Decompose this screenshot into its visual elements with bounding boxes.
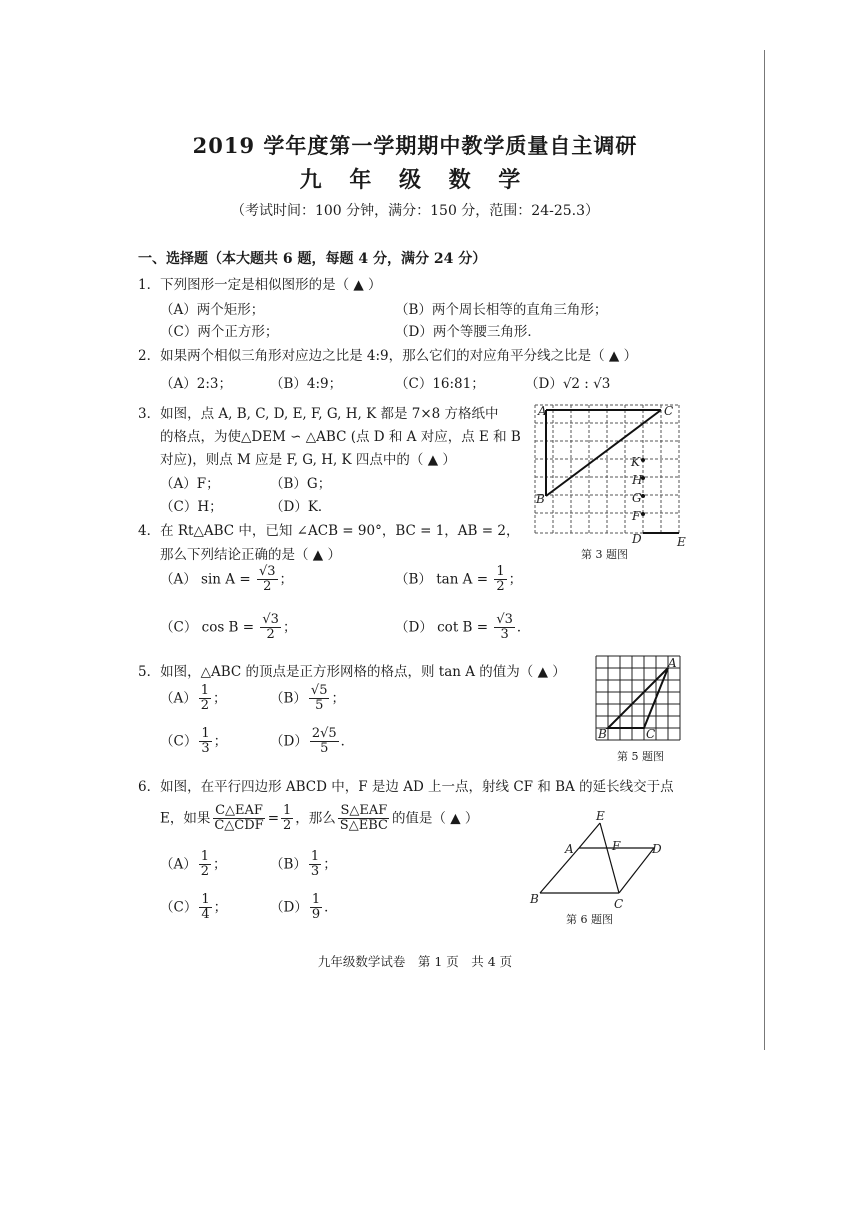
option-fraction: [199, 850, 211, 880]
option-label: （B）: [395, 571, 432, 588]
option-label: （C）: [160, 733, 198, 750]
option-label: （C）: [160, 619, 198, 636]
perimeter-ratio: [212, 804, 265, 834]
question-1-option-b: （B）两个周长相等的直角三角形；: [395, 302, 608, 318]
question-3-option-d: （D）K．: [270, 499, 332, 515]
label-a: A: [668, 656, 677, 670]
option-fraction: [257, 565, 278, 595]
label-d: D: [632, 532, 642, 546]
option-end: ；: [213, 899, 228, 916]
label-d: D: [652, 842, 662, 856]
fraction-denominator: 2: [200, 864, 210, 880]
option-label: （B）: [270, 690, 307, 707]
fraction-numerator: S△EAF: [340, 803, 388, 818]
label-c: C: [646, 727, 656, 741]
question-5-caption: 第 5 题图: [617, 750, 664, 763]
label-c: C: [614, 897, 624, 911]
question-1-option-a: （A）两个矩形；: [160, 302, 265, 318]
option-fraction: [199, 727, 211, 757]
fraction-numerator: √3: [496, 612, 513, 627]
fraction-numerator: 1: [200, 849, 210, 864]
option-fraction: [310, 727, 339, 757]
option-end: ；: [213, 690, 227, 707]
fraction-numerator: 1: [283, 803, 292, 818]
area-ratio: [338, 804, 390, 834]
section-heading: 一、选择题（本大题共 6 题，每题 4 分，满分 24 分）: [138, 251, 487, 267]
question-2-option-d: （D）√2 : √3: [525, 376, 611, 392]
option-label: （B）: [270, 856, 307, 873]
question-3-grid-lines: [535, 405, 679, 533]
option-end: ．: [516, 619, 531, 636]
question-3-line-3: 对应)，则点 M 应是 F, G, H, K 四点中的（ ▲ ）: [160, 452, 456, 468]
label-b: B: [530, 892, 539, 906]
option-fraction: [494, 565, 506, 595]
option-label: （A）: [160, 690, 197, 707]
label-e: E: [677, 535, 686, 548]
question-4-line-2: 那么下列结论正确的是（ ▲ ）: [160, 547, 341, 563]
question-2-option-c: （C）16:81；: [395, 376, 485, 392]
question-4-option-a: [160, 565, 293, 595]
question-1-stem: 1．下列图形一定是相似图形的是（ ▲ ）: [138, 277, 382, 293]
fraction-denominator: 2: [283, 818, 292, 834]
question-3-line-1: 3．如图，点 A, B, C, D, E, F, G, H, K 都是 7×8 方格纸中: [138, 406, 499, 422]
fraction-denominator: 3: [500, 627, 509, 643]
option-label: （A）: [160, 856, 197, 873]
fraction-numerator: 1: [311, 892, 321, 907]
option-end: ．: [324, 899, 338, 916]
question-6-line-1: 6．如图，在平行四边形 ABCD 中，F 是边 AD 上一点，射线 CF 和 BA 的延长线交于点: [138, 779, 674, 795]
extension-lines: [579, 823, 619, 893]
exam-title: 2019 学年度第一学期期中教学质量自主调研: [192, 133, 638, 158]
question-6-option-d: [270, 893, 338, 923]
question-4-option-c: [160, 613, 296, 643]
fraction-denominator: 9: [311, 907, 321, 923]
fraction-denominator: S△EBC: [339, 818, 388, 834]
page-footer: 九年级数学试卷 第 1 页 共 4 页: [317, 954, 513, 969]
label-f: F: [632, 509, 641, 523]
label-g: G: [632, 491, 642, 505]
question-3-caption: 第 3 题图: [581, 548, 628, 561]
stem-text: ，那么: [295, 810, 336, 827]
question-6-option-a: [160, 850, 227, 880]
question-4-option-b: [395, 565, 522, 595]
fraction-numerator: C△EAF: [215, 803, 263, 818]
stem-text: 的值是（ ▲ ）: [391, 810, 479, 827]
question-2-option-a: （A）2:3；: [160, 376, 232, 392]
label-c: C: [664, 404, 674, 418]
question-3-option-a: （A）F；: [160, 476, 220, 492]
option-fraction: [310, 893, 322, 923]
question-6-option-c: [160, 893, 227, 923]
option-expression: tan A =: [436, 571, 489, 588]
ratio-value: [281, 804, 293, 834]
fraction-denominator: 2: [496, 579, 505, 595]
question-5-grid-figure: [594, 654, 684, 746]
option-end: ；: [213, 733, 228, 750]
fraction-denominator: 2: [200, 698, 210, 714]
question-5-option-b: [270, 684, 345, 714]
option-expression: sin A =: [201, 571, 251, 588]
question-4-line-1: 4．在 Rt△ABC 中，已知 ∠ACB = 90°，BC = 1，AB = 2，: [138, 523, 520, 539]
fraction-denominator: C△CDF: [214, 818, 264, 834]
question-6-option-b: [270, 850, 337, 880]
fraction-denominator: 3: [201, 741, 210, 757]
label-e: E: [596, 809, 605, 823]
option-fraction: [494, 613, 515, 643]
label-k: K: [631, 455, 640, 469]
option-label: （D）: [270, 899, 308, 916]
label-b: B: [598, 727, 607, 741]
option-end: ；: [331, 690, 345, 707]
question-5-option-c: [160, 727, 227, 757]
parallelogram-abcd: [540, 848, 654, 893]
label-h: H: [632, 473, 643, 487]
question-1-option-d: （D）两个等腰三角形．: [395, 324, 541, 340]
question-2-stem: 2．如果两个相似三角形对应边之比是 4:9，那么它们的对应角平分线之比是（ ▲ ）: [138, 348, 638, 364]
label-a: A: [538, 404, 547, 418]
triangle-abc: [546, 410, 661, 496]
equals-sign: =: [267, 810, 280, 827]
fraction-numerator: 1: [200, 683, 210, 698]
option-end: ．: [340, 733, 355, 750]
question-5-option-d: [270, 727, 354, 757]
question-1-option-c: （C）两个正方形；: [160, 324, 279, 340]
option-label: （D）: [395, 619, 433, 636]
question-5-option-a: [160, 684, 227, 714]
option-label: （A）: [160, 571, 197, 588]
option-label: （C）: [160, 899, 198, 916]
option-fraction: [260, 613, 281, 643]
label-f: F: [612, 839, 621, 853]
fraction-numerator: 1: [201, 892, 210, 907]
label-a: A: [565, 842, 574, 856]
question-5-stem: 5．如图，△ABC 的顶点是正方形网格的格点，则 tan A 的值为（ ▲ ）: [138, 664, 566, 680]
option-expression: cot B =: [437, 619, 489, 636]
question-4-option-d: [395, 613, 530, 643]
fraction-denominator: 2: [266, 627, 275, 643]
fraction-denominator: 3: [310, 864, 320, 880]
option-expression: cos B =: [201, 619, 255, 636]
fraction-denominator: 5: [320, 741, 329, 757]
fraction-numerator: 1: [201, 726, 210, 741]
fraction-denominator: 4: [201, 907, 210, 923]
question-3-grid-figure: [528, 398, 693, 548]
fraction-denominator: 5: [315, 698, 324, 714]
fraction-numerator: √3: [262, 612, 279, 627]
fraction-denominator: 2: [263, 579, 272, 595]
question-3-option-c: （C）H；: [160, 499, 223, 515]
option-fraction: [309, 850, 321, 880]
question-6-line-2: [160, 804, 478, 834]
fraction-numerator: 1: [310, 849, 320, 864]
option-fraction: [199, 684, 211, 714]
option-end: ；: [323, 856, 337, 873]
exam-info: （考试时间：100 分钟，满分：150 分，范围：24-25.3）: [230, 203, 600, 219]
question-3-option-b: （B）G；: [270, 476, 332, 492]
label-b: B: [536, 492, 545, 506]
subject-title: 九 年 级 数 学: [299, 167, 531, 193]
option-end: ；: [279, 571, 293, 588]
fraction-numerator: 2√5: [311, 726, 337, 741]
stem-text: E，如果: [160, 810, 211, 827]
question-3-line-2: 的格点，为使△DEM ∽ △ABC (点 D 和 A 对应，点 E 和 B: [160, 429, 521, 445]
option-end: ；: [508, 571, 523, 588]
option-end: ；: [282, 619, 297, 636]
option-end: ；: [213, 856, 227, 873]
triangle-abc: [608, 668, 668, 728]
question-6-caption: 第 6 题图: [566, 913, 613, 926]
option-fraction: [309, 684, 330, 714]
question-6-parallelogram-figure: [528, 805, 698, 913]
fraction-numerator: √5: [310, 683, 328, 698]
option-label: （D）: [270, 733, 308, 750]
fraction-numerator: √3: [258, 564, 276, 579]
option-fraction: [199, 893, 211, 923]
question-2-option-b: （B）4:9；: [270, 376, 343, 392]
fraction-numerator: 1: [496, 564, 505, 579]
